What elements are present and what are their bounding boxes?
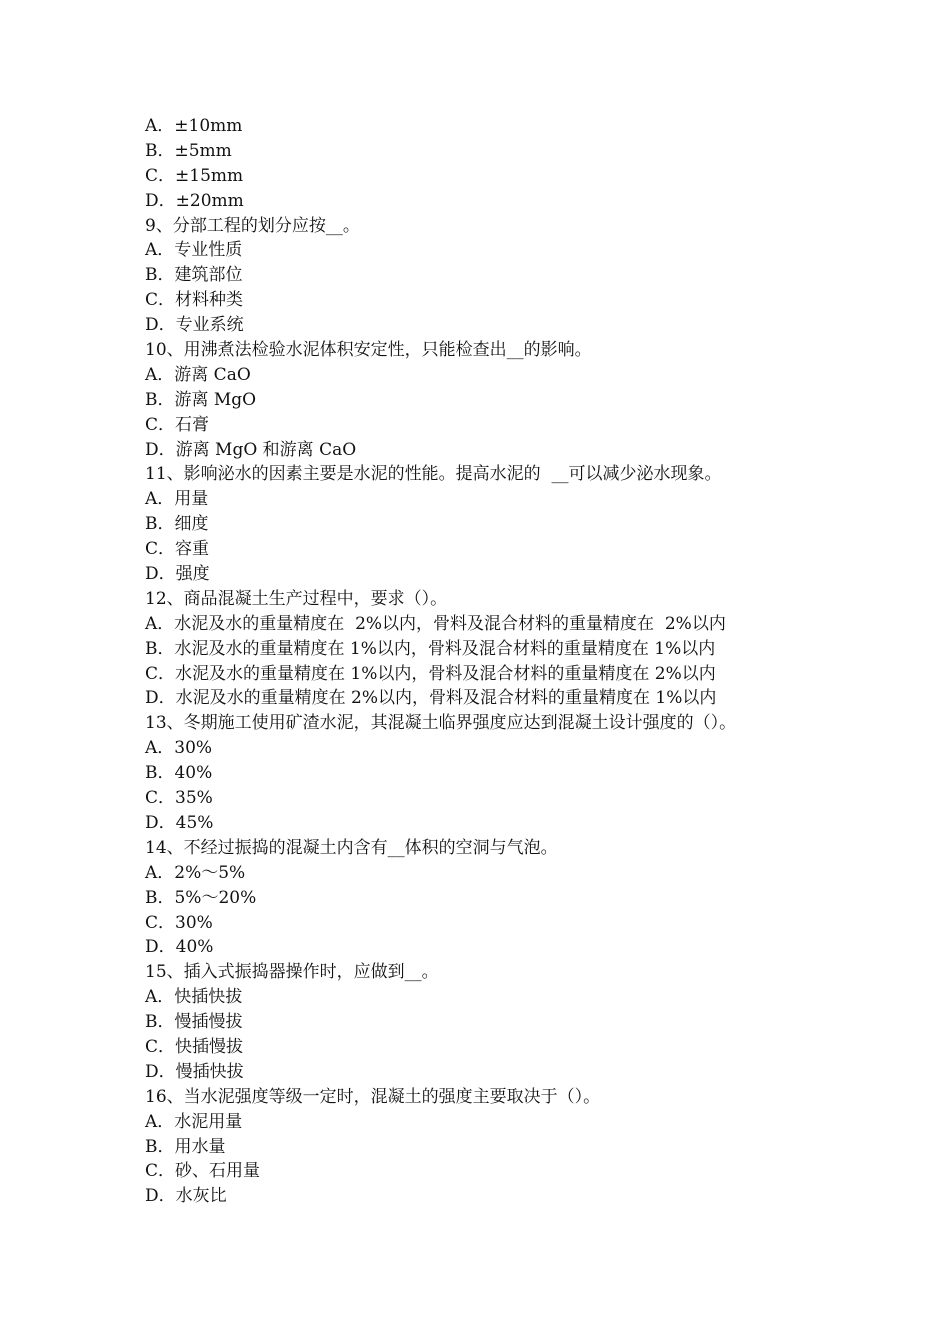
answer-option: B．水泥及水的重量精度在 1%以内，骨料及混合材料的重量精度在 1%以内 <box>145 638 716 659</box>
answer-option: A．30% <box>145 738 213 759</box>
answer-option: B．细度 <box>145 514 209 535</box>
answer-option: C．±15mm <box>145 165 244 186</box>
answer-option: B．用水量 <box>145 1136 226 1157</box>
answer-option: D．40% <box>145 937 214 958</box>
question-stem: 11、影响泌水的因素主要是水泥的性能。提高水泥的 __可以减少泌水现象。 <box>145 464 722 485</box>
answer-option: D．强度 <box>145 564 210 585</box>
question-stem: 14、不经过振捣的混凝土内含有__体积的空洞与气泡。 <box>145 837 558 858</box>
answer-option: D．水灰比 <box>145 1186 227 1207</box>
answer-option: C．石膏 <box>145 414 210 435</box>
answer-option: C．容重 <box>145 539 210 560</box>
answer-option: C．35% <box>145 788 213 809</box>
question-stem: 12、商品混凝土生产过程中，要求（）。 <box>145 588 448 609</box>
answer-option: A．游离 CaO <box>145 364 251 385</box>
answer-option: A．水泥及水的重量精度在 2%以内，骨料及混合材料的重量精度在 2%以内 <box>145 613 726 634</box>
answer-option: A．快插快拔 <box>145 987 243 1008</box>
answer-option: C．砂、石用量 <box>145 1161 261 1182</box>
question-stem: 16、当水泥强度等级一定时，混凝土的强度主要取决于（）。 <box>145 1086 601 1107</box>
answer-option: B．慢插慢拔 <box>145 1012 243 1033</box>
answer-option: C．快插慢拔 <box>145 1036 244 1057</box>
answer-option: D．慢插快拔 <box>145 1061 244 1082</box>
answer-option: C．水泥及水的重量精度在 1%以内，骨料及混合材料的重量精度在 2%以内 <box>145 663 716 684</box>
answer-option: A．专业性质 <box>145 240 243 261</box>
answer-option: B．5%～20% <box>145 887 257 908</box>
answer-option: A．2%～5% <box>145 862 246 883</box>
answer-option: B．建筑部位 <box>145 265 243 286</box>
answer-option: C．30% <box>145 912 213 933</box>
question-stem: 15、插入式振捣器操作时，应做到__。 <box>145 962 439 983</box>
answer-option: D．水泥及水的重量精度在 2%以内，骨料及混合材料的重量精度在 1%以内 <box>145 688 717 709</box>
answer-option: A．用量 <box>145 489 209 510</box>
answer-option: D．45% <box>145 812 214 833</box>
answer-option: D．游离 MgO 和游离 CaO <box>145 439 357 460</box>
answer-option: A．±10mm <box>145 116 243 136</box>
answer-option: D．专业系统 <box>145 315 244 336</box>
question-stem: 13、冬期施工使用矿渣水泥，其混凝土临界强度应达到混凝土设计强度的（）。 <box>145 713 737 734</box>
answer-option: B．±5mm <box>145 140 232 161</box>
answer-option: B．游离 MgO <box>145 389 257 410</box>
answer-option: D．±20mm <box>145 190 244 211</box>
answer-option: A．水泥用量 <box>145 1111 243 1132</box>
document-body <box>145 114 925 1209</box>
answer-option: C．材料种类 <box>145 290 244 311</box>
answer-option: B．40% <box>145 763 213 784</box>
question-stem: 10、用沸煮法检验水泥体积安定性，只能检查出__的影响。 <box>145 340 592 361</box>
question-stem: 9、分部工程的划分应按__。 <box>145 215 360 236</box>
